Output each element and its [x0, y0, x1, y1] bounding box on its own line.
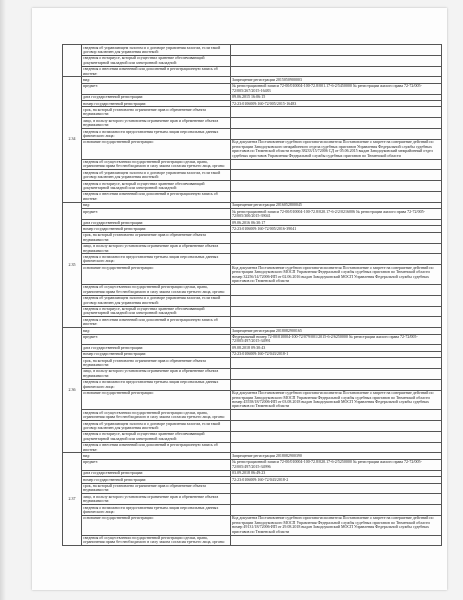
field-value [231, 45, 442, 56]
table-row [63, 390, 442, 410]
field-value [231, 317, 442, 328]
table-row [63, 431, 442, 442]
field-value [231, 410, 442, 421]
table-row [63, 191, 442, 202]
field-label: предмет: [82, 459, 231, 470]
field-label: сведения об управляющем залогом и о договоре управления залогом, если такой договор заключен для управления ипотекой: [82, 45, 231, 56]
table-row [63, 139, 442, 159]
field-value [231, 129, 442, 140]
field-value [231, 358, 442, 369]
table-row [63, 265, 442, 285]
field-value [231, 442, 442, 453]
field-label: вид: [82, 202, 231, 208]
field-label: сведения об управляющем залогом и о договоре управления залогом, если такой договор заключен для управления ипотекой: [82, 295, 231, 306]
field-value [231, 243, 442, 254]
table-row [63, 459, 442, 470]
field-value [231, 431, 442, 442]
field-label: номер государственной регистрации: [82, 477, 231, 483]
table-row [63, 232, 442, 243]
field-value [231, 118, 442, 129]
field-label: срок, на который установлено ограничение прав и обременение объекта недвижимости: [82, 232, 231, 243]
field-label: дата государственной регистрации: [82, 470, 231, 476]
field-label: срок, на который установлено ограничение прав и обременение объекта недвижимости: [82, 483, 231, 494]
field-value: 72:23:0106009:160-72/043/2018-2 [231, 477, 442, 483]
field-label: лицо, в пользу которого установлены ограничение прав и обременение объекта недвижимости: [82, 368, 231, 379]
field-value [231, 284, 442, 295]
field-value [231, 368, 442, 379]
field-label: основание государственной регистрации: [82, 139, 231, 159]
field-value: Код документа Постановление судебного пристава-исполнителя Постановление о запрете на совершение действий по регистрации Заводоуковского МОСП Управления Федеральной службы судебных приставов по Тюменской области номер 45558/18/72006-ИП от 03.08.2018 выдан Заводоуковский МОСП Управления Федеральной службы судебных приставов по Тюменской области [231, 390, 442, 410]
field-label: предмет: [82, 83, 231, 94]
table-row [63, 243, 442, 254]
table-row [63, 83, 442, 94]
field-value [231, 483, 442, 494]
table-row [63, 129, 442, 140]
field-value: № регистрационной записи 72-00/010004-100-72.8/020.17-6-2/2/0216006 № регистрации жилого права 72-72/005-72/005/300/2015-39041 [231, 209, 442, 220]
table-row [63, 442, 442, 453]
field-value: 09.06.2016 06:30:17 [231, 220, 442, 226]
section-number: 2.37 [63, 453, 82, 546]
field-label: сведения об осуществлении государственной регистрации сделки, права, ограничения права без необходимого в силу закона согласия третьего лица, органа: [82, 159, 231, 170]
field-value [231, 159, 442, 170]
table-row [63, 379, 442, 390]
field-value: Код документа Постановление судебного пристава-исполнителя Постановление о запрете на совершение действий по регистрации Заводоуковского МОСП Управления Федеральной службы судебных приставов по Тюменской области номер 49131/18/72006-ИП от 29.08.2018 выдан Заводоуковский МОСП Управления Федеральной службы судебных приставов по Тюменской области [231, 515, 442, 535]
scan-shadow-edge [0, 0, 6, 600]
field-label: срок, на который установлено ограничение прав и обременение объекта недвижимости: [82, 358, 231, 369]
field-label: сведения о внесении изменений или дополнений в регистрационную запись об ипотеке: [82, 442, 231, 453]
field-value [231, 295, 442, 306]
table-row [63, 535, 442, 546]
field-label: сведения о внесении изменений или дополнений в регистрационную запись об ипотеке: [82, 191, 231, 202]
table-row [63, 368, 442, 379]
table-row [63, 306, 442, 317]
register-table-body [63, 45, 442, 546]
table-row [63, 45, 442, 56]
field-label: сведения о нотариусе, который осуществил хранение обеспечивающий документарной закладной или электронной закладной: [82, 55, 231, 66]
field-label: предмет: [82, 209, 231, 220]
table-row [63, 209, 442, 220]
field-value: 72:23:0106009:160-72/043/2018-1 [231, 351, 442, 357]
field-value: 72:23:0106009:160-72/005/2016-39041 [231, 226, 442, 232]
field-value: 09.08.2018 09:30:43 [231, 345, 442, 351]
section-number: 2.35 [63, 202, 82, 327]
field-label: сведения о внесении изменений или дополнений в регистрационную запись об ипотеке: [82, 66, 231, 77]
table-row [63, 55, 442, 66]
field-value [231, 66, 442, 77]
table-row [63, 159, 442, 170]
field-label: номер государственной регистрации: [82, 351, 231, 357]
field-label: сведения об осуществлении государственной регистрации сделки, права, ограничения права без необходимого в силу закона согласия третьего лица, органа: [82, 284, 231, 295]
field-label: сведения о возможности предоставления третьим лицам персональных данных физического лица: [82, 129, 231, 140]
table-row [63, 295, 442, 306]
document-page [32, 8, 447, 590]
field-label: сведения о возможности предоставления третьим лицам персональных данных физического лица: [82, 379, 231, 390]
field-value: Код документа Постановление судебного пристава-исполнителя Постановление о запрете на совершение действий по регистрации Заводоуковского МОСП Управления Федеральной службы судебных приставов по Тюменской области номер 32256/14/72006-ИП от 02.06.2016 выдан Заводоуковский МОСП Управления Федеральной службы судебных приставов по Тюменской области [231, 265, 442, 285]
field-value [231, 170, 442, 181]
field-label: сведения об управляющем залогом и о договоре управления залогом, если такой договор заключен для управления ипотекой: [82, 421, 231, 432]
field-label: номер государственной регистрации: [82, 101, 231, 107]
field-label: основание государственной регистрации: [82, 515, 231, 535]
table-row [63, 118, 442, 129]
field-value [231, 191, 442, 202]
field-label: вид: [82, 77, 231, 83]
field-label: сведения о нотариусе, который осуществил хранение обеспечивающий документарной закладной или электронной закладной: [82, 181, 231, 192]
field-value: 09.06.2015 16:06:15 [231, 94, 442, 100]
table-row [63, 170, 442, 181]
field-label: сведения об управляющем залогом и о договоре управления залогом, если такой договор заключен для управления ипотекой: [82, 170, 231, 181]
table-row [63, 483, 442, 494]
table-row [63, 284, 442, 295]
field-value [231, 421, 442, 432]
table-row [63, 421, 442, 432]
field-label: вид: [82, 453, 231, 459]
field-value [231, 55, 442, 66]
table-row [63, 254, 442, 265]
field-label: сведения о возможности предоставления третьим лицам персональных данных физического лица: [82, 254, 231, 265]
field-label: сведения об осуществлении государственной регистрации сделки, права, ограничения права без необходимого в силу закона согласия третьего лица, органа: [82, 410, 231, 421]
field-value: Федеральный номер 72-00/010004-100-72/079/001/2015-6-2/6250000 № регистрации жилого права 72-72/005-72/005/497/2015-34991 [231, 334, 442, 345]
table-row [63, 66, 442, 77]
field-label: предмет: [82, 334, 231, 345]
field-value: Запрещение регистрации 2018082900390 [231, 453, 442, 459]
field-value [231, 107, 442, 118]
field-label: сведения о возможности предоставления третьим лицам персональных данных физического лица: [82, 505, 231, 516]
field-value: Код документа Постановление судебного пристава-исполнителя Постановление о запрете на совершение действий по регистрации Заводоуковского межрайонного отдела судебных приставов Управления Федеральной службы судебных приставов по Тюменской области номер 38233/15/72006 СД от 05.06.2015 выдан Заводоуковский межрайонный отдел судебных приставов Управления Федеральной службы судебных приставов по Тюменской области [231, 139, 442, 159]
table-row [63, 317, 442, 328]
table-row [63, 494, 442, 505]
field-value [231, 254, 442, 265]
field-label: дата государственной регистрации: [82, 345, 231, 351]
table-row [63, 107, 442, 118]
field-label: номер государственной регистрации: [82, 226, 231, 232]
field-label: срок, на который установлено ограничение прав и обременение объекта недвижимости: [82, 107, 231, 118]
field-label: лицо, в пользу которого установлены ограничение прав и обременение объекта недвижимости: [82, 118, 231, 129]
field-label: сведения о нотариусе, который осуществил хранение обеспечивающий документарной закладной или электронной закладной: [82, 431, 231, 442]
encumbrance-register-table [62, 44, 442, 546]
field-value [231, 379, 442, 390]
field-value: Запрещение регистрации 2018082900165 [231, 328, 442, 334]
field-label: основание государственной регистрации: [82, 390, 231, 410]
field-label: сведения о нотариусе, который осуществил хранение обеспечивающий документарной закладной или электронной закладной: [82, 306, 231, 317]
table-row [63, 358, 442, 369]
field-value [231, 494, 442, 505]
field-label: основание государственной регистрации: [82, 265, 231, 285]
table-row [63, 410, 442, 421]
table-row [63, 505, 442, 516]
field-label: лицо, в пользу которого установлены ограничение прав и обременение объекта недвижимости: [82, 243, 231, 254]
table-row [63, 515, 442, 535]
field-value [231, 232, 442, 243]
field-label: сведения об осуществлении государственной регистрации сделки, права, ограничения права без необходимого в силу закона согласия третьего лица, органа: [82, 535, 231, 546]
field-label: дата государственной регистрации: [82, 94, 231, 100]
field-value [231, 181, 442, 192]
field-label: лицо, в пользу которого установлены ограничение прав и обременение объекта недвижимости: [82, 494, 231, 505]
field-label: дата государственной регистрации: [82, 220, 231, 226]
field-value: 72:23:0106009:160-72/005/2015-16483 [231, 101, 442, 107]
field-value [231, 306, 442, 317]
field-value: № регистрационной записи 72-00/010004-100-72.8/001.17-6-2/5450000 № регистрации жилого права 72-72/005-72/005/267/2015-16483 [231, 83, 442, 94]
field-value: 03.09.2018 06:49:23 [231, 470, 442, 476]
field-label: сведения о внесении изменений или дополнений в регистрационную запись об ипотеке: [82, 317, 231, 328]
table-row [63, 334, 442, 345]
field-value: Запрещение регистрации 2016052800045 [231, 202, 442, 208]
field-value: № регистрационной записи 72-00/010004-100-72.8/020.17-6-2/5250000 № регистрации жилого права 72-72/005-72/005/497/2015-34996 [231, 459, 442, 470]
section-number: 2.34 [63, 77, 82, 202]
section-number [63, 45, 82, 77]
field-value [231, 505, 442, 516]
table-row [63, 181, 442, 192]
field-label: вид: [82, 328, 231, 334]
field-value: Запрещение регистрации 2015050900003 [231, 77, 442, 83]
field-value [231, 535, 442, 546]
section-number: 2.36 [63, 328, 82, 453]
